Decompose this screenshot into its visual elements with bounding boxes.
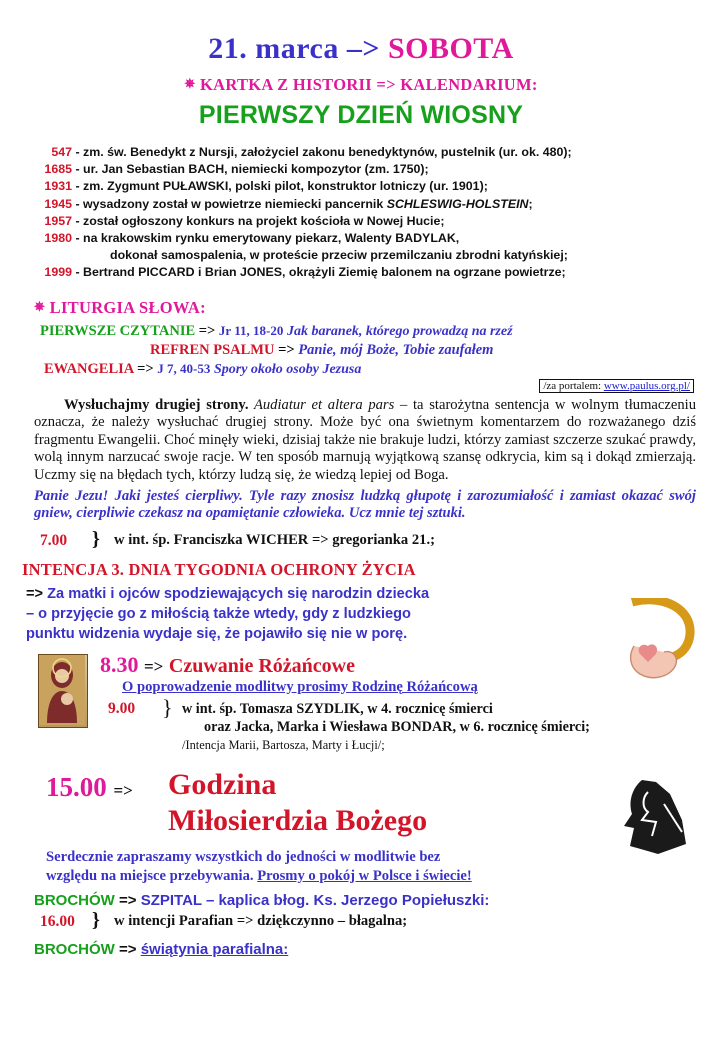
history-ship-name: SCHLESWIG-HOLSTEIN	[386, 196, 529, 211]
brochow-szpital-text: SZPITAL – kaplica błog. Ks. Jerzego Popiełuszki:	[140, 891, 490, 909]
history-year: 1685	[44, 162, 72, 177]
mass-intention: w int. śp. Franciszka WICHER => gregorianka 21.;	[114, 531, 435, 548]
list-item	[38, 178, 688, 195]
list-item	[38, 264, 688, 281]
list-item	[38, 196, 688, 213]
arrow-glyph: =>	[137, 360, 154, 377]
bullet-icon: ✵	[184, 76, 196, 91]
godzina-line-1: Godzina	[168, 767, 277, 801]
readings-block	[0, 323, 722, 378]
invite-line-2	[46, 867, 692, 886]
time-830: 8.30	[100, 651, 139, 677]
liturgia-label: LITURGIA SŁOWA:	[49, 297, 206, 317]
brochow-swiatynia-text: świątynia parafialna:	[140, 940, 289, 958]
mass-row-700	[0, 527, 722, 550]
mass-time: 7.00	[40, 531, 68, 549]
reflection-prayer	[0, 488, 722, 523]
brace-glyph: }	[162, 694, 173, 720]
bullet-icon: ✵	[34, 298, 46, 314]
page-header-date	[0, 32, 722, 66]
intencja-line-2: – o przyjęcie go z miłością także wtedy, gdy z ludzkiego	[26, 605, 411, 622]
mass-time: 16.00	[40, 912, 75, 930]
arrow-glyph: =>	[119, 940, 137, 958]
first-reading-line	[0, 323, 722, 340]
gospel-text: Spory około osoby Jezusa	[213, 361, 362, 377]
intencja-heading: INTENCJA 3. DNIA TYGODNIA OCHRONY ŻYCIA	[22, 559, 416, 579]
psalm-text: Panie, mój Boże, Tobie zaufałem	[298, 341, 494, 358]
mass-row-900	[100, 694, 722, 754]
portal-prefix: /za portalem:	[543, 379, 604, 392]
arrow-glyph: =>	[26, 585, 44, 602]
intencja-text-1: Za matki i ojców spodziewających się narodzin dziecka	[47, 585, 430, 602]
history-text: - został ogłoszony konkurs na projekt kościoła w Nowej Hucie;	[75, 213, 445, 228]
list-item	[38, 230, 688, 264]
liturgia-heading	[0, 298, 722, 318]
mass-intention-line-3: /Intencja Marii, Bartosza, Marty i Łucji/;	[182, 737, 385, 752]
gospel-ref: J 7, 40-53	[157, 360, 211, 376]
time-1500: 15.00	[46, 771, 107, 802]
history-text: - zm. św. Benedykt z Nursji, założyciel zakonu benedyktynów, pustelnik (ur. ok. 480);	[75, 145, 572, 159]
mass-intention-line-2: oraz Jacka, Marka i Wiesława BONDAR, w 6. rocznicę śmierci;	[204, 718, 590, 735]
history-year: 547	[51, 145, 72, 159]
mass-row-1600	[0, 908, 722, 931]
block-830	[0, 652, 722, 754]
history-year: 1980	[44, 231, 72, 246]
page-title: PIERWSZY DZIEŃ WIOSNY	[198, 101, 524, 129]
bulletin-page	[0, 32, 722, 1055]
history-year: 1945	[44, 196, 72, 211]
mass-intention-line-1: w int. śp. Tomasza SZYDLIK, w 4. rocznicę śmierci	[182, 700, 493, 717]
portal-box	[539, 379, 694, 393]
brochow-szpital-heading	[0, 892, 722, 909]
mass-intention-block	[182, 700, 590, 754]
history-list	[0, 144, 722, 282]
portal-credit	[0, 380, 722, 392]
history-text: - wysadzony został w powietrze niemiecki pancernik	[75, 196, 387, 211]
psalm-label: REFREN PSALMU	[150, 341, 275, 358]
block-1500	[0, 767, 722, 884]
reflection-body: – ta starożytna sentencja w wolnym tłumaczeniu oznacza, że należy wysłuchać drugiej strony. Może być ona świetnym komentarzem do rozważanego dziś fragmentu Ewangelii. Choć minęły wieki, dzisiaj także nie brakuje ludzi, którzy zamiast szczerze szukać prawdy, wolą innym narzucać swoje racje. W ten sposób marnują wyjątkową szansę odkrycia, kim są i dokąd zmierzają. Uczmy się na błędach tych, którzy ludzą się, że wiedzą lepiej od Boga.	[34, 396, 696, 483]
czuwanie-subtitle: O poprowadzenie modlitwy prosimy Rodzinę Różańcową	[122, 678, 478, 695]
gospel-label: EWANGELIA	[44, 360, 134, 377]
history-year: 1999	[44, 265, 72, 280]
history-year: 1957	[44, 213, 72, 228]
arrow-glyph: =>	[113, 780, 133, 800]
arrow-glyph: =>	[198, 322, 216, 339]
reflection-paragraph	[0, 397, 722, 485]
history-text: - ur. Jan Sebastian BACH, niemiecki kompozytor (zm. 1750);	[75, 162, 429, 177]
gospel-line	[0, 361, 722, 378]
first-reading-text: Jak baranek, którego prowadzą na rzeź	[286, 323, 513, 339]
history-text: - Bertrand PICCARD i Brian JONES, okrążyli Ziemię balonem na ogrzane powietrze;	[75, 265, 566, 280]
brochow-name: BROCHÓW	[34, 891, 115, 909]
godzina-line-2: Miłosierdzia Bożego	[168, 803, 428, 837]
brochow-name: BROCHÓW	[34, 940, 115, 958]
invite-line-2-plain: względu na miejsce przebywania.	[46, 867, 258, 884]
time-1500-line	[46, 772, 133, 803]
brace-glyph: }	[92, 908, 100, 931]
first-reading-ref: Jr 11, 18-20	[218, 322, 284, 338]
mass-intention: w intencji Parafian => dziękczynno – błagalna;	[114, 912, 408, 929]
psalm-line	[0, 342, 722, 359]
kartka-label: KARTKA Z HISTORII => KALENDARIUM:	[199, 75, 538, 94]
arrow-glyph: =>	[144, 656, 164, 676]
brochow-swiatynia-heading	[0, 941, 722, 958]
list-item	[38, 144, 688, 161]
reflection-lead: Wysłuchajmy drugiej strony.	[64, 396, 249, 413]
icon-image-madonna	[38, 654, 88, 728]
history-year: 1931	[44, 179, 72, 194]
brace-glyph: }	[92, 527, 100, 550]
intencja-line-3: punktu widzenia wydaje się, że pojawiło się nie w porę.	[26, 625, 408, 642]
header-day: 21. marca	[208, 32, 339, 65]
invite-text	[46, 848, 692, 886]
time-830-line	[100, 652, 722, 678]
first-reading-label: PIERWSZE CZYTANIE	[40, 322, 196, 339]
madonna-icon	[39, 655, 85, 725]
history-text: - na krakowskim rynku emerytowany piekarz, Walenty BADYLAK,	[75, 231, 460, 246]
reflection-latin: Audiatur et altera pars	[248, 396, 395, 413]
header-weekday: SOBOTA	[387, 32, 514, 65]
list-item	[38, 161, 688, 178]
portal-link[interactable]: www.paulus.org.pl/	[603, 379, 690, 392]
list-item	[38, 213, 688, 230]
prayer-text: Panie Jezu! Jaki jesteś cierpliwy. Tyle razy znosisz ludzką głupotę i zarozumiałość i zamiast okazać swój gniew, cierpliwie czekasz na opamiętanie człowieka. Ucz mnie tej sztuki.	[34, 487, 696, 522]
kartka-heading	[0, 75, 722, 95]
mass-time: 9.00	[108, 699, 136, 717]
czuwanie-title: Czuwanie Różańcowe	[168, 654, 355, 677]
arrow-glyph: =>	[119, 891, 137, 909]
invite-line-1: Serdecznie zapraszamy wszystkich do jedności w modlitwie bez	[46, 848, 441, 865]
header-arrow: –>	[346, 32, 380, 65]
history-text: - zm. Zygmunt PUŁAWSKI, polski pilot, konstruktor lotniczy (ur. 1901);	[75, 179, 488, 194]
invite-line-2-underlined: Prosmy o pokój w Polsce i świecie!	[257, 867, 472, 884]
arrow-glyph: =>	[278, 341, 295, 358]
history-subline: dokonał samospalenia, w proteście przeciw przemilczaniu zbrodni katyńskiej;	[110, 248, 568, 263]
history-text-tail: ;	[528, 196, 533, 211]
